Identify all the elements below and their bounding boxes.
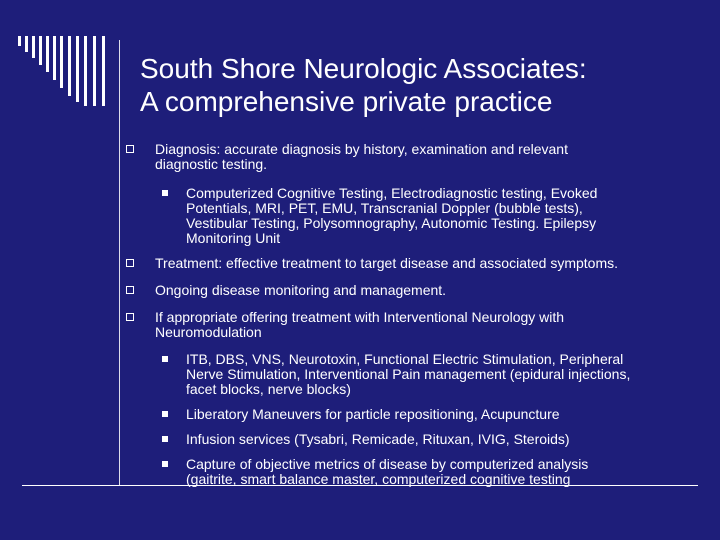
sub-bullet-metrics — [122, 457, 702, 487]
filled-square-bullet-icon — [162, 190, 168, 196]
decorative-bar — [93, 36, 96, 106]
decorative-bar — [46, 36, 49, 72]
bullet-monitoring — [122, 283, 702, 298]
bullet-interventional — [122, 310, 702, 340]
decorative-bar — [18, 36, 21, 46]
decorative-bar — [60, 36, 63, 88]
slide-title — [140, 52, 700, 118]
bullet-line: Capture of objective metrics of disease by computerized analysis — [186, 456, 589, 472]
decorative-bar — [32, 36, 35, 58]
bullet-diagnosis — [122, 142, 702, 172]
vertical-rule — [119, 40, 120, 485]
hollow-square-bullet-icon — [126, 286, 134, 294]
sub-bullet-neuromodulation — [122, 352, 702, 397]
bullet-line: diagnostic testing. — [155, 156, 268, 172]
hollow-square-bullet-icon — [126, 313, 134, 321]
bullet-treatment — [122, 256, 702, 271]
bullet-line: Computerized Cognitive Testing, Electrodiagnostic testing, Evoked — [186, 185, 598, 201]
bullet-line: Monitoring Unit — [186, 230, 281, 246]
filled-square-bullet-icon — [162, 461, 168, 467]
sub-bullet-diagnostic-tests — [122, 186, 702, 246]
bullet-line: (gaitrite, smart balance master, computerized cognitive testing — [186, 471, 571, 487]
title-line-1: South Shore Neurologic Associates: — [140, 53, 587, 84]
hollow-square-bullet-icon — [126, 259, 134, 267]
bullet-line: Treatment: effective treatment to target disease and associated symptoms. — [155, 255, 619, 271]
decorative-bar — [84, 36, 87, 106]
bullet-line: Liberatory Maneuvers for particle repositioning, Acupuncture — [186, 406, 560, 422]
decorative-bar — [76, 36, 79, 102]
hollow-square-bullet-icon — [126, 145, 134, 153]
bullet-line: Infusion services (Tysabri, Remicade, Rituxan, IVIG, Steroids) — [186, 431, 570, 447]
title-line-2: A comprehensive private practice — [140, 86, 553, 117]
decorative-bar — [68, 36, 71, 96]
bullet-line: ITB, DBS, VNS, Neurotoxin, Functional Electric Stimulation, Peripheral — [186, 351, 624, 367]
sub-bullet-infusion — [122, 432, 702, 447]
sub-bullet-maneuvers — [122, 407, 702, 422]
bullet-line: Potentials, MRI, PET, EMU, Transcranial Doppler (bubble tests), — [186, 200, 583, 216]
bullet-list — [122, 138, 702, 487]
bullet-line: Ongoing disease monitoring and management. — [155, 282, 447, 298]
decorative-bar — [25, 36, 28, 52]
filled-square-bullet-icon — [162, 436, 168, 442]
bullet-line: Diagnosis: accurate diagnosis by history, examination and relevant — [155, 141, 568, 157]
bullet-line: If appropriate offering treatment with Interventional Neurology with — [155, 309, 565, 325]
bullet-line: facet blocks, nerve blocks) — [186, 381, 351, 397]
bullet-line: Neuromodulation — [155, 324, 262, 340]
filled-square-bullet-icon — [162, 411, 168, 417]
decorative-bar — [102, 36, 105, 106]
decorative-bar — [39, 36, 42, 65]
bullet-line: Vestibular Testing, Polysomnography, Autonomic Testing. Epilepsy — [186, 215, 597, 231]
decorative-bar — [53, 36, 56, 80]
bullet-line: Nerve Stimulation, Interventional Pain management (epidural injections, — [186, 366, 631, 382]
filled-square-bullet-icon — [162, 356, 168, 362]
